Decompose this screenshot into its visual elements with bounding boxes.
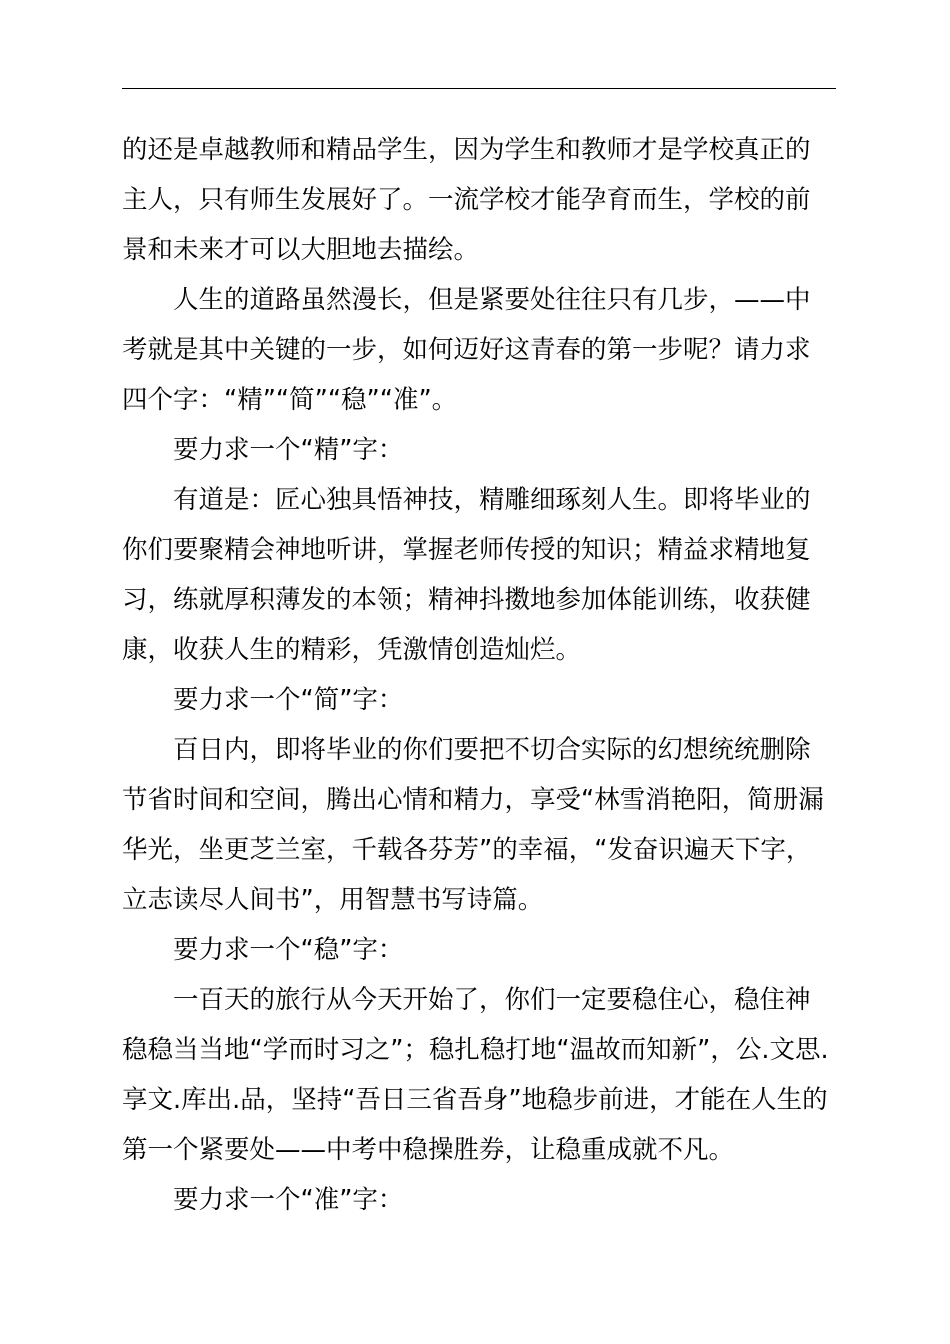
text-line: 主人，只有师生发展好了。一流学校才能孕育而生，学校的前 <box>122 185 811 215</box>
text-line: 享文.库出.品，坚持“吾日三省吾身”地稳步前进，才能在人生的 <box>122 1085 828 1115</box>
text-line: 立志读尽人间书”，用智慧书写诗篇。 <box>122 885 544 915</box>
body-text <box>122 125 836 1225</box>
section-heading: 要力求一个“精”字： <box>173 435 404 465</box>
text-line: 第一个紧要处——中考中稳操胜券，让稳重成就不凡。 <box>122 1135 735 1165</box>
text-line: 习，练就厚积薄发的本领；精神抖擞地参加体能训练，收获健 <box>122 585 811 615</box>
text-line: 一百天的旅行从今天开始了，你们一定要稳住心，稳住神 <box>173 985 811 1015</box>
text-line: 百日内，即将毕业的你们要把不切合实际的幻想统统删除 <box>173 735 811 765</box>
text-line: 康，收获人生的精彩，凭激情创造灿烂。 <box>122 635 582 665</box>
header-rule <box>122 88 836 89</box>
text-line: 你们要聚精会神地听讲，掌握老师传授的知识；精益求精地复 <box>122 535 811 565</box>
text-line: 人生的道路虽然漫长，但是紧要处往往只有几步，——中 <box>173 285 811 315</box>
text-line: 考就是其中关键的一步，如何迈好这青春的第一步呢？请力求 <box>122 335 811 365</box>
text-line: 节省时间和空间，腾出心情和精力，享受“林雪消艳阳，简册漏 <box>122 785 824 815</box>
text-line: 有道是：匠心独具悟神技，精雕细琢刻人生。即将毕业的 <box>173 485 811 515</box>
section-heading: 要力求一个“简”字： <box>173 685 404 715</box>
section-heading: 要力求一个“准”字： <box>173 1185 404 1215</box>
text-line: 的还是卓越教师和精品学生，因为学生和教师才是学校真正的 <box>122 135 811 165</box>
text-line: 四个字：“精”“简”“稳”“准”。 <box>122 385 458 415</box>
text-line: 稳稳当当地“学而时习之”；稳扎稳打地“温故而知新”，公.文思. <box>122 1035 829 1065</box>
text-line: 景和未来才可以大胆地去描绘。 <box>122 235 480 265</box>
text-line: 华光，坐更芝兰室，千载各芬芳”的幸福，“发奋识遍天下字， <box>122 835 812 865</box>
section-heading: 要力求一个“稳”字： <box>173 935 404 965</box>
